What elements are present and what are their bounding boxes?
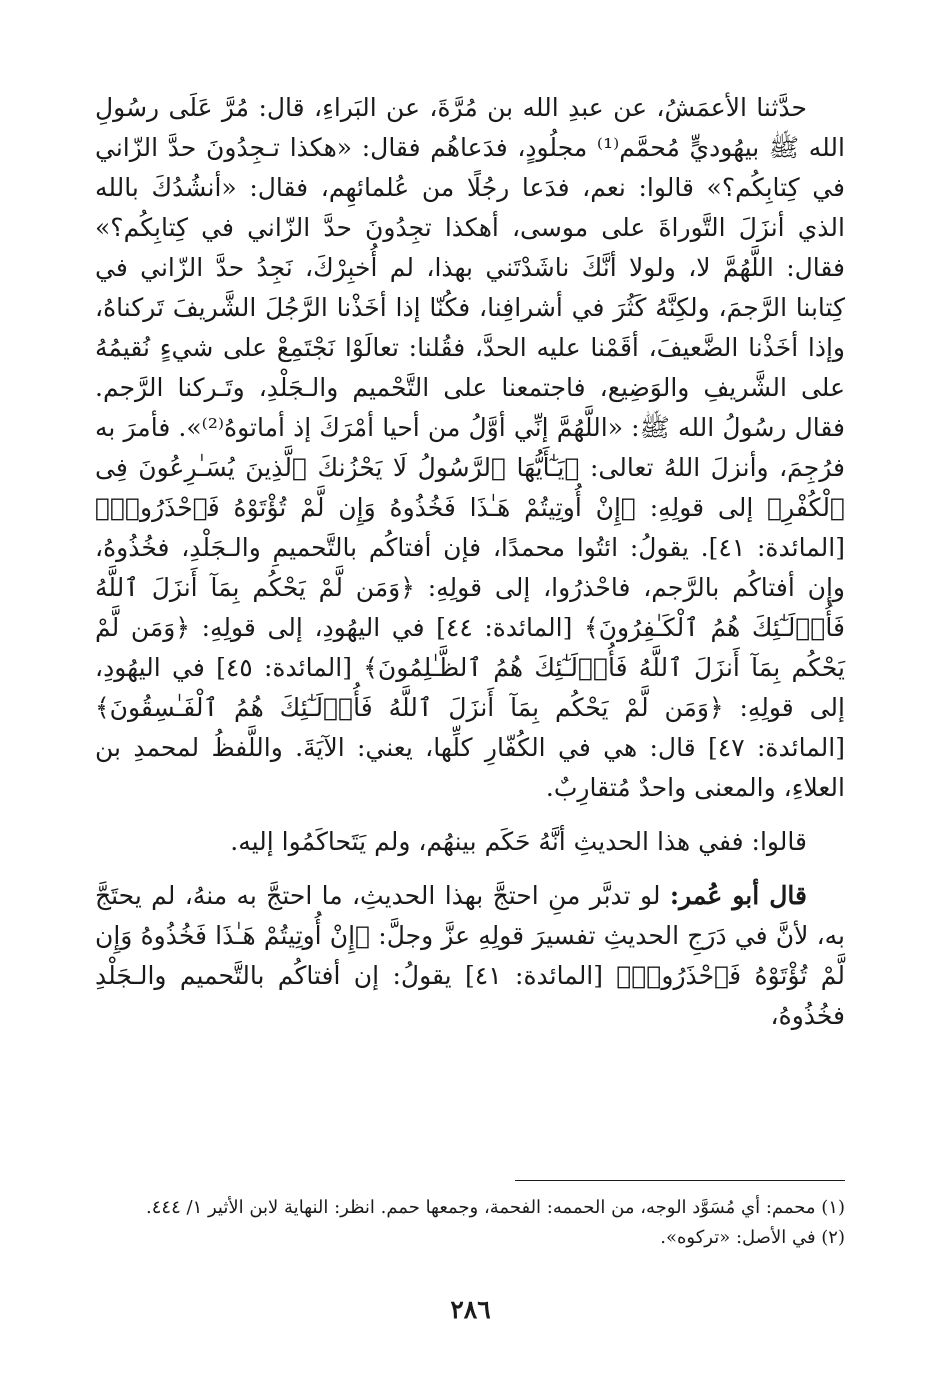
footnote-2: (٢) في الأصل: «تركوه». (660, 1227, 845, 1248)
paragraph-hadith: حدَّثنا الأعمَشُ، عن عبدِ الله بن مُرَّةَ، عن البَراءِ، قال: مُرَّ عَلَى رسُولِ الله ﷺ بيهُوديٍّ مُحمَّم⁽¹⁾ مجلُودٍ، فدَعاهُم فقال: «هكذا تـجِدُونَ حدَّ الزّاني في كِتابِكُم؟» قالوا: نعم، فدَعا رجُلًا من عُلمائهِم، فقال: «أنشُدُكَ بالله الذي أنزَلَ التَّوراةَ على موسى، أهكذا تجِدُونَ حدَّ الزّاني في كِتابِكُم؟» فقال: اللَّهُمَّ لا، ولولا أنَّكَ ناشَدْتَني بهذا، لم أُخبِرْكَ، نَجِدُ حدَّ الزّاني في كِتابنا الرَّجمَ، ولكِنَّهُ كَثُرَ في أشرافِنا، فكُنّا إذا أخَذْنا الرَّجُلَ الشَّريفَ تَركناهُ، وإذا أخَذْنا الضَّعيفَ، أقَمْنا عليه الحدَّ، فقُلنا: تعالَوْا نَجْتَمِعْ على شيءٍ نُقيمُهُ على الشَّريفِ والوَضِيع، فاجتمعنا على التَّحْميم والـجَلْدِ، وتَـركنا الرَّجم. فقال رسُولُ الله ﷺ: «اللَّهُمَّ إنِّي أوَّلُ من أحيا أمْرَكَ إذ أماتوهُ⁽²⁾». فأمرَ به فرُجِمَ، وأنزلَ اللهُ تعالى: ﴿يَـٰٓأَيُّهَا ٱلرَّسُولُ لَا يَحْزُنكَ ٱلَّذِينَ يُسَـٰرِعُونَ فِى ٱلْكُفْرِ﴾ إلى قولِهِ: ﴿إِنْ أُوتِيتُمْ هَـٰذَا فَخُذُوهُ وَإِن لَّمْ تُؤْتَوْهُ فَٱحْذَرُوا۟﴾ [المائدة: ٤١]. يقولُ: ائتُوا محمدًا، فإن أفتاكُم بالتَّحميمِ والـجَلْدِ، فخُذُوهُ، وإن أفتاكُم بالرَّجم، فاحْذرُوا، إلى قولِهِ: ﴿وَمَن لَّمْ يَحْكُم بِمَآ أَنزَلَ ٱللَّهُ فَأُو۟لَـٰٓئِكَ هُمُ ٱلْكَـٰفِرُونَ﴾ [المائدة: ٤٤] في اليهُودِ، إلى قولِهِ: ﴿وَمَن لَّمْ يَحْكُم بِمَآ أَنزَلَ ٱللَّهُ فَأُو۟لَـٰٓئِكَ هُمُ ٱلظَّـٰلِمُونَ﴾ [المائدة: ٤٥] في اليهُودِ، إلى قولِهِ: ﴿وَمَن لَّمْ يَحْكُم بِمَآ أَنزَلَ ٱللَّهُ فَأُو۟لَـٰٓئِكَ هُمُ ٱلْفَـٰسِقُونَ﴾ [المائدة: ٤٧] قال: هي في الكُفّارِ كلِّها، يعني: الآيَةَ. واللَّفظُ لمحمدِ بن العلاءِ، والمعنى واحدٌ مُتقارِبٌ. (95, 93, 846, 802)
footnote-divider (515, 1180, 845, 1181)
paragraph-abu-umar (95, 876, 845, 1036)
footnote-divider-wrap (95, 1180, 845, 1181)
abu-umar-heading: قال أبو عُمر: (669, 881, 807, 910)
page-number: ٢٨٦ (450, 1295, 491, 1324)
abu-umar-text: لو تدبَّر منِ احتجَّ بهذا الحديثِ، ما احتجَّ به منهُ، لم يحتَجَّ به، لأنَّ في دَرَجِ الحديثِ تفسيرَ قولِهِ عزَّ وجلَّ: ﴿إِنْ أُوتِيتُمْ هَـٰذَا فَخُذُوهُ وَإِن لَّمْ تُؤْتَوْهُ فَٱحْذَرُوا۟﴾ [المائدة: ٤١] يقولُ: إن أفتاكُم بالتَّحميم والـجَلْدِ فخُذُوهُ، (95, 881, 845, 1030)
page-body (95, 88, 845, 1036)
paragraph-conclusion: قالوا: ففي هذا الحديثِ أنَّهُ حَكَم بينهُم، ولم يَتَحاكَمُوا إليه. (230, 827, 807, 856)
footnote-1: (١) محمم: أي مُسَوَّد الوجه، من الحممه: الفحمة، وجمعها حمم. انظر: النهاية لابن الأثير ١/ ٤٤٤. (146, 1197, 845, 1218)
footnotes (95, 1180, 845, 1253)
